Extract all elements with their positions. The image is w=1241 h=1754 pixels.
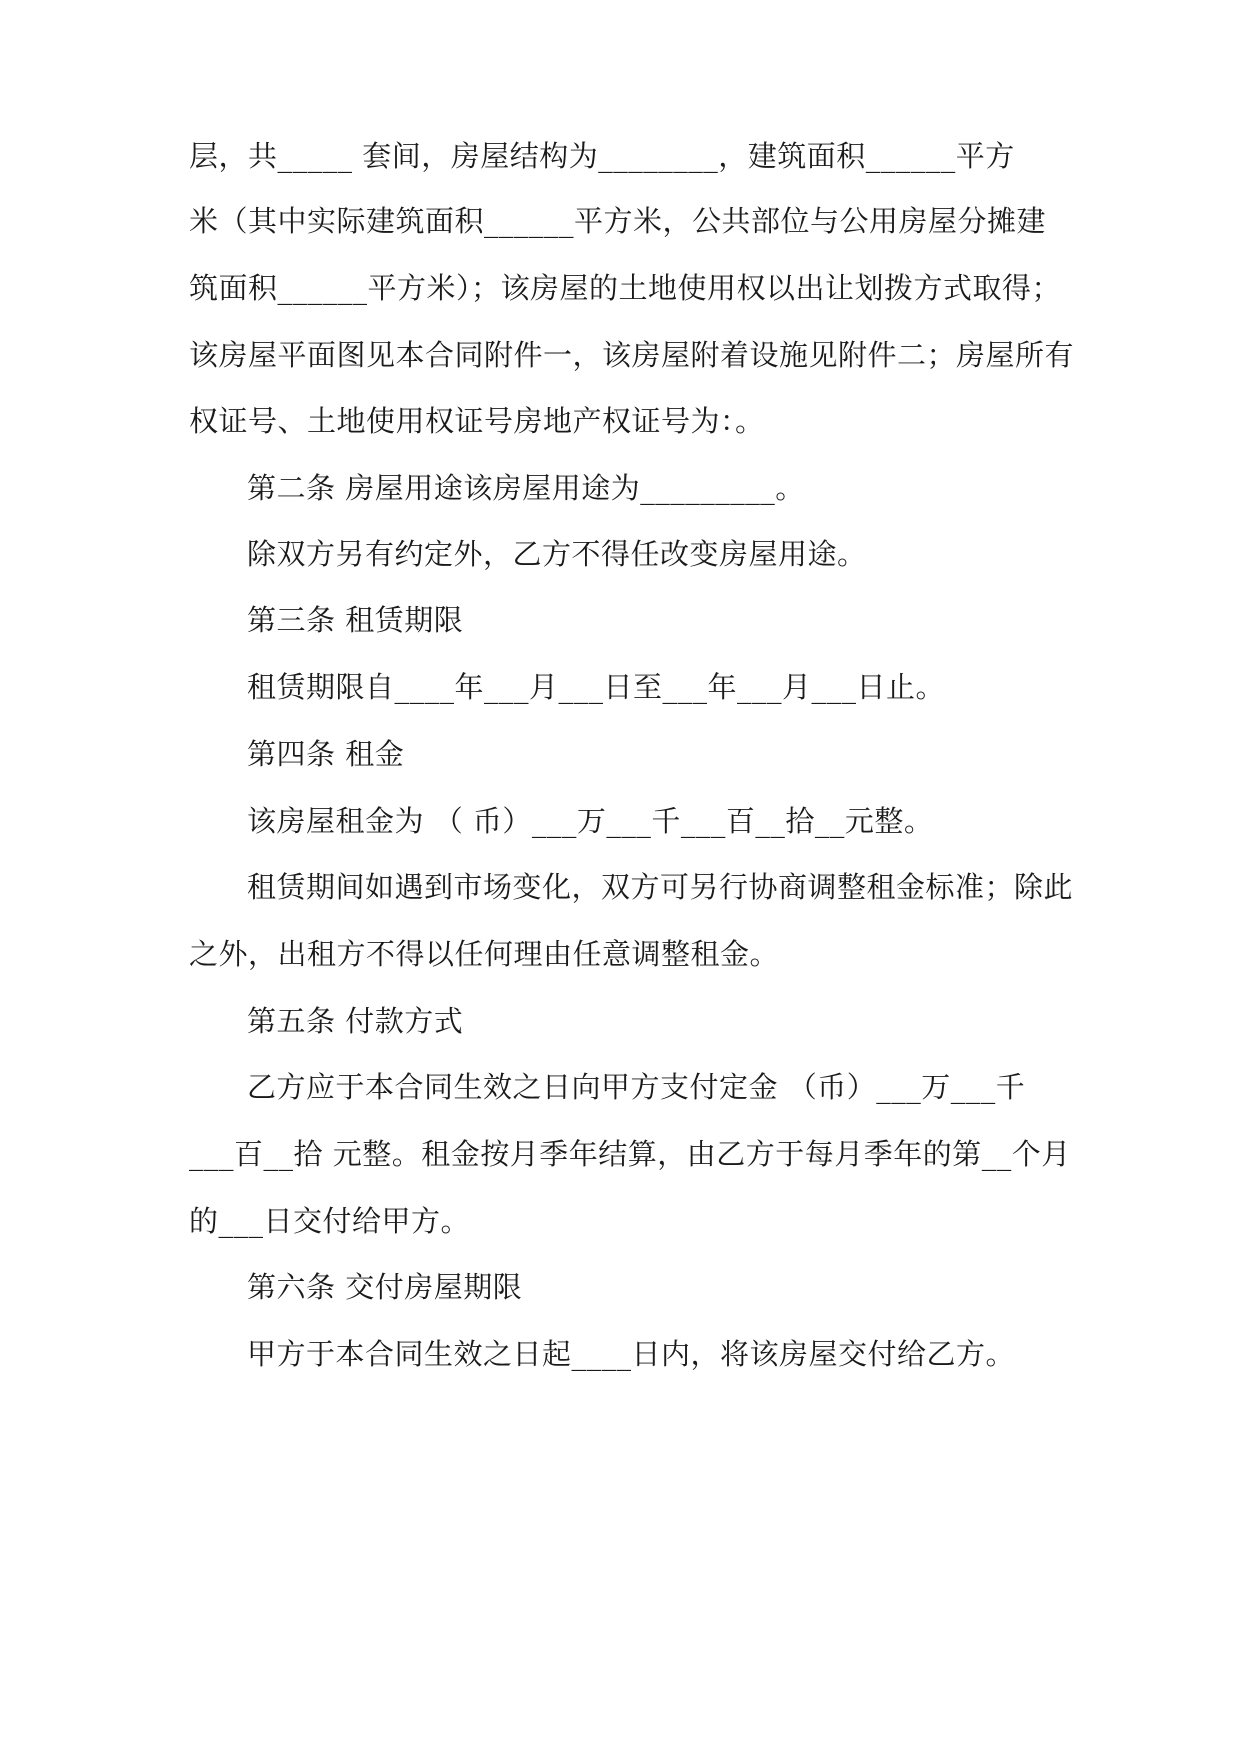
text-line: 除双方另有约定外，乙方不得任改变房屋用途。 <box>247 537 867 571</box>
article-heading: 第五条 付款方式 <box>247 1004 464 1038</box>
text-line: 乙方应于本合同生效之日向甲方支付定金 （币）___万___千 <box>247 1070 1026 1104</box>
text-line: 权证号、土地使用权证号房地产权证号为：。 <box>189 404 765 438</box>
text-line: 筑面积______平方米）；该房屋的土地使用权以出让划拨方式取得； <box>189 271 1062 305</box>
text-line: 租赁期间如遇到市场变化，双方可另行协商调整租金标准；除此 <box>247 870 1074 904</box>
article-heading: 第六条 交付房屋期限 <box>247 1270 523 1304</box>
text-line: 该房屋租金为 （ 币）___万___千___百__拾__元整。 <box>247 804 934 838</box>
text-line: 层，共_____ 套间，房屋结构为________，建筑面积______平方 <box>189 139 1015 173</box>
text-line: 的___日交付给甲方。 <box>189 1204 471 1238</box>
text-line: 租赁期限自____年___月___日至___年___月___日止。 <box>247 670 946 704</box>
text-line: 甲方于本合同生效之日起____日内，将该房屋交付给乙方。 <box>247 1337 1016 1371</box>
text-line: ___百__拾 元整。租金按月季年结算，由乙方于每月季年的第__个月 <box>189 1137 1071 1171</box>
article-heading: 第四条 租金 <box>247 737 405 771</box>
article-heading: 第二条 房屋用途该房屋用途为_________。 <box>247 471 805 505</box>
article-heading: 第三条 租赁期限 <box>247 603 464 637</box>
text-line: 米（其中实际建筑面积______平方米，公共部位与公用房屋分摊建 <box>189 204 1047 238</box>
text-line: 该房屋平面图见本合同附件一，该房屋附着设施见附件二；房屋所有 <box>189 338 1075 372</box>
text-line: 之外，出租方不得以任何理由任意调整租金。 <box>189 937 780 971</box>
